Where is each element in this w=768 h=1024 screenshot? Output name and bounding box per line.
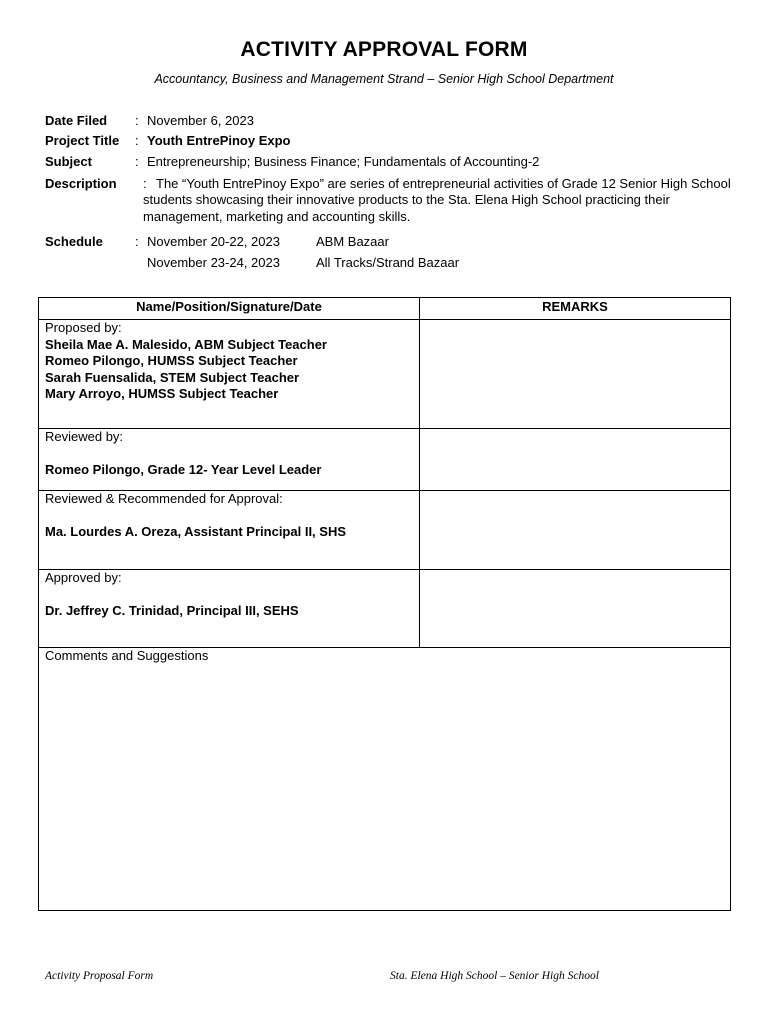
project-title-colon: : [135,133,139,148]
proposed-row [39,320,731,429]
date-filed-label: Date Filed [45,113,108,128]
approval-table [38,297,731,911]
project-title-value: Youth EntrePinoy Expo [147,133,291,148]
proposed-cell [39,320,420,429]
proposed-remarks-cell[interactable] [420,320,731,429]
approved-label: Approved by: [45,570,122,585]
schedule-event-2: All Tracks/Strand Bazaar [316,255,460,270]
proposed-name-4: Mary Arroyo, HUMSS Subject Teacher [45,386,279,401]
proposed-name-1: Sheila Mae A. Malesido, ABM Subject Teacher [45,336,327,352]
schedule-label: Schedule [45,234,103,249]
schedule-date-2: November 23-24, 2023 [147,255,280,270]
approved-cell [39,570,420,648]
footer-left: Activity Proposal Form [45,970,154,982]
subject-colon: : [135,154,139,169]
comments-cell[interactable] [39,648,731,911]
description-label: Description [45,176,117,191]
description-value: The “Youth EntrePinoy Expo” are series of entrepreneurial activities of Grade 12 Senior High School students showcasing their innovative products to the Sta. Elena High School practicing their management, marketing and accounting skills. [143,176,731,224]
subject-value: Entrepreneurship; Business Finance; Fundamentals of Accounting-2 [147,154,540,169]
recommended-label: Reviewed & Recommended for Approval: [45,491,283,506]
reviewed-row [39,429,731,491]
proposed-name-3: Sarah Fuensalida, STEM Subject Teacher [45,369,300,385]
project-title-label: Project Title [45,133,120,148]
date-filed-colon: : [135,113,139,128]
recommended-name: Ma. Lourdes A. Oreza, Assistant Principal II, SHS [45,523,347,539]
reviewed-name: Romeo Pilongo, Grade 12- Year Level Leader [45,461,322,477]
recommended-row [39,491,731,570]
comments-label: Comments and Suggestions [45,648,209,663]
footer-right: Sta. Elena High School – Senior High School [390,970,599,982]
proposed-name-2: Romeo Pilongo, HUMSS Subject Teacher [45,353,298,368]
subject-label: Subject [45,154,92,169]
reviewed-cell [39,429,420,491]
schedule-event-1: ABM Bazaar [316,234,389,249]
header-name-position: Name/Position/Signature/Date [39,298,420,320]
recommended-remarks-cell[interactable] [420,491,731,570]
date-filed-value: November 6, 2023 [147,113,254,128]
approved-row [39,570,731,648]
approved-name: Dr. Jeffrey C. Trinidad, Principal III, SEHS [45,602,299,618]
schedule-date-1: November 20-22, 2023 [147,234,280,249]
description-colon: : [143,176,147,191]
comments-row [39,648,731,911]
proposed-label: Proposed by: [45,320,122,335]
form-title: ACTIVITY APPROVAL FORM [240,38,528,61]
schedule-colon: : [135,234,139,249]
reviewed-label: Reviewed by: [45,429,124,444]
recommended-cell [39,491,420,570]
header-remarks: REMARKS [420,298,731,320]
form-subtitle: Accountancy, Business and Management Strand – Senior High School Department [154,72,614,86]
table-header-row [39,298,731,320]
reviewed-remarks-cell[interactable] [420,429,731,491]
approved-remarks-cell[interactable] [420,570,731,648]
